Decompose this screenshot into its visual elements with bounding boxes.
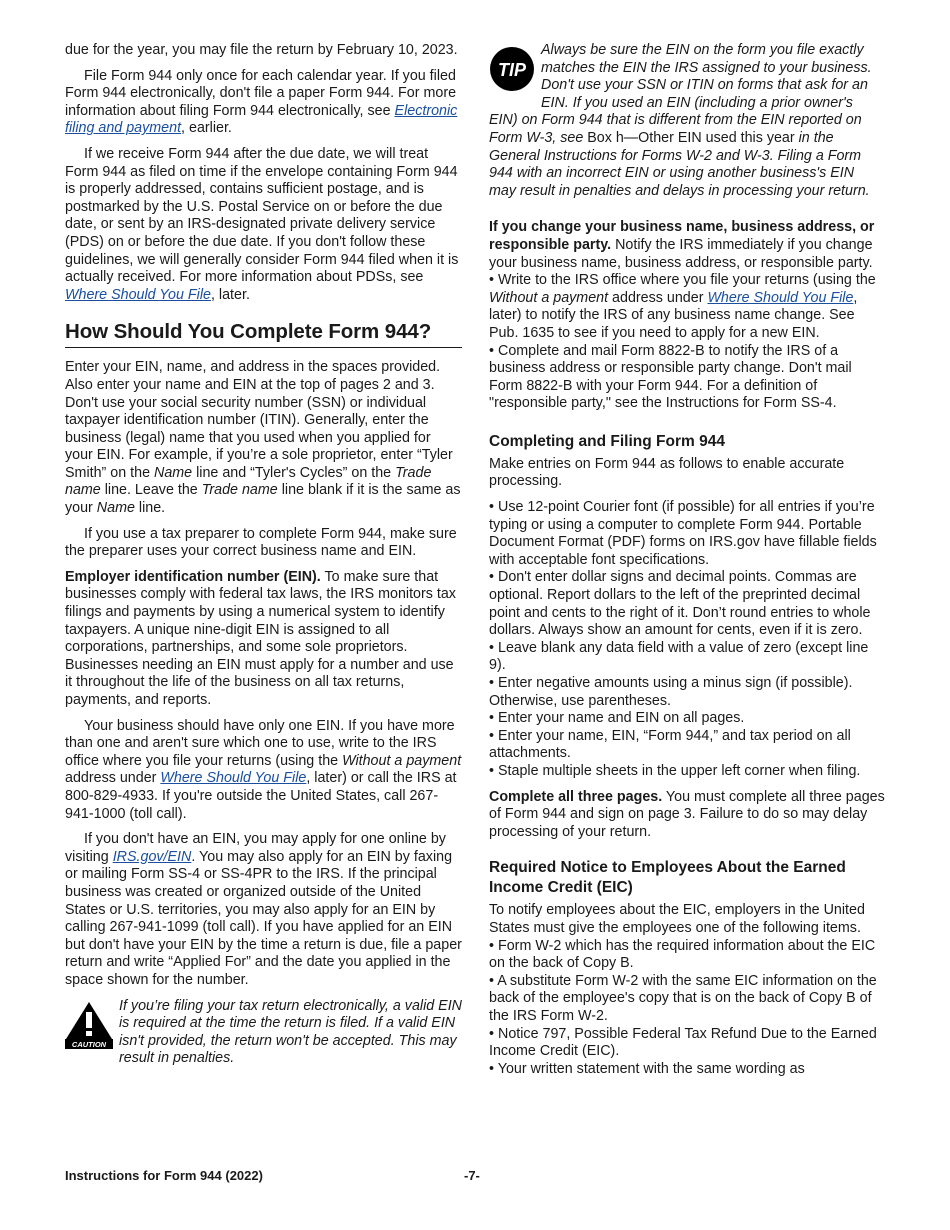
caution-label: CAUTION [71,1039,107,1049]
heading-completing-filing: Completing and Filing Form 944 [489,432,725,450]
paragraph-enter-ein: Enter your EIN, name, and address in the spaces provided. Also enter your name and EIN at the top of pages 2 and 3. Don't use your social security number (SSN) or individual taxpayer identification number (ITIN). Generally, enter the business (legal) name that you used when you applied for your EIN. For example, if you’re a sole proprietor, enter “Tyler Smith” on the Name line and “Tyler's Cycles” on the Trade name line. Leave the Trade name line blank if it is the same as your Name line. [65,359,461,517]
link-electronic-filing[interactable]: Electronic filing and payment [65,102,458,137]
caution-callout [65,998,462,1068]
footer-page-number: -7- [464,1168,480,1183]
paragraph-all-three-pages: Complete all three pages. You must complete all three pages of Form 944 and sign on page 3. Failure to do so may delay processing of your return. [489,788,885,840]
paragraph-after-due-date: If we receive Form 944 after the due date, we will treat Form 944 as filed on time if the envelope containing Form 944 is properly addressed, contains sufficient postage, and is postmarked by the U.S. Postal Service on or before the due date, or sent by an IRS-designated private delivery service (PDS) on or before the due date. If you don't follow these guidelines, we will generally consider Form 944 filed when it is actually received. For more information about PDSs, see Where Should You File, later. [65,145,459,303]
subhead-change: If you change your business name, business address, or responsible party. [489,219,875,253]
list-item: • Enter negative amounts using a minus sign (if possible). Otherwise, use parentheses. [489,675,853,709]
paragraph-file-once: File Form 944 only once for each calendar year. If you filed Form 944 electronically, don't file a paper Form 944. For more information about filing Form 944 electronically, see Electronic filing and payment, earlier. [65,67,458,137]
paragraph-no-ein: If you don't have an EIN, you may apply for one online by visiting IRS.gov/EIN. You may also apply for an EIN by faxing or mailing Form SS-4 or SS-4PR to the IRS. If the principal business was created or organized outside of the United States or U.S. territories, you may also apply for an EIN by calling 267-941-1099 (toll call). If you have applied for an EIN but don't have your EIN by the time a return is due, file a paper return and write “Applied For” and the date you applied in the space shown for the number. [65,831,462,988]
filing-bullet-list [489,499,885,781]
link-where-should-you-file-2[interactable]: Where Should You File [160,770,307,787]
footer-title: Instructions for Form 944 (2022) [65,1168,263,1183]
right-column [489,42,885,1078]
list-item: • Your written statement with the same wording as [489,1060,805,1077]
tip-label: TIP [497,60,527,80]
list-item: • Use 12-point Courier font (if possible) for all entries if you’re typing or using a computer to complete Form 944. Portable Document Format (PDF) forms on IRS.gov have fillable fields with acceptable font specifications. [489,499,877,568]
paragraph-continued: due for the year, you may file the return by February 10, 2023. [65,42,458,58]
list-item: • Notice 797, Possible Federal Tax Refund Due to the Earned Income Credit (EIC). [489,1025,877,1060]
paragraph-filing-intro: Make entries on Form 944 as follows to enable accurate processing. [489,455,845,490]
list-item: • Enter your name and EIN on all pages. [489,710,745,727]
paragraph-one-ein: Your business should have only one EIN. If you have more than one and aren't sure which one to use, write to the IRS office where you file your returns (using the Without a payment address under Where Should You File, later) or call the IRS at 800-829-4933. If you're outside the United States, call 267-941-1000 (toll call). [65,717,462,822]
list-item: • Don't enter dollar signs and decimal points. Commas are optional. Report dollars to the left of the preprinted decimal point and cents to the right of it. Don’t round entries to whole dollars. Always show an amount for cents, even if it is zero. [489,569,871,639]
paragraph-change-business: If you change your business name, business address, or responsible party. Notify the IRS immediately if you change your business name, business address, or responsible party. [489,219,875,271]
bullet-change-2: • Complete and mail Form 8822-B to notify the IRS of a business address or responsible party change. Don't mail Form 8822-B with your Form 944. For a definition of "responsible party," see the Instructions for Form SS-4. [489,342,852,412]
link-irs-gov-ein[interactable]: IRS.gov/EIN [112,848,192,865]
caution-text: If you’re filing your tax return electronically, a valid EIN is required at the time the return is filed. If a valid EIN isn't provided, the return won't be accepted. This may result in penalties. [119,997,463,1067]
link-where-should-you-file-3[interactable]: Where Should You File [707,289,854,306]
left-column [65,42,462,1068]
heading-eic-notice: Required Notice to Employees About the Earned Income Credit (EIC) [489,859,846,897]
tip-icon [489,46,535,98]
subhead-three-pages: Complete all three pages. [489,788,663,805]
paragraph-tax-preparer: If you use a tax preparer to complete Form 944, make sure the preparer uses your correct business name and EIN. [65,525,457,560]
subhead-ein: Employer identification number (EIN). [65,568,321,585]
list-item: • Form W-2 which has the required information about the EIC on the back of Copy B. [489,937,876,972]
list-item: • Enter your name, EIN, “Form 944,” and tax period on all attachments. [489,727,851,762]
heading-how-complete: How Should You Complete Form 944? [65,320,462,348]
list-item: • A substitute Form W-2 with the same EIC information on the back of the employee's copy that is on the back of Copy B of the IRS Form W-2. [489,972,877,1024]
paragraph-eic-intro: To notify employees about the EIC, employers in the United States must give the employees one of the following items. [489,902,865,936]
caution-icon [65,1001,113,1055]
paragraph-ein-definition: Employer identification number (EIN). To make sure that businesses comply with federal tax laws, the IRS monitors tax filings and payments by using a numerical system to identify taxpayers. A unique nine-digit EIN is assigned to all corporations, partnerships, and some sole proprietors. Businesses needing an EIN must apply for a number and use it throughout the life of the business on all tax returns, payments, and reports. [65,568,456,708]
list-item: • Leave blank any data field with a value of zero (except line 9). [489,639,869,674]
bullet-change-1: • Write to the IRS office where you file your returns (using the Without a payment address under Where Should You File, later) to notify the IRS of any business name change. See Pub. 1635 to see if you need to apply for a new EIN. [489,272,876,341]
list-item: • Staple multiple sheets in the upper left corner when filing. [489,762,861,779]
link-where-should-you-file[interactable]: Where Should You File [65,286,211,303]
tip-callout: TIP Always be sure the EIN on the form you file exactly matches the EIN the IRS assigned to your business. Don't use your SSN or ITIN on forms that ask for an EIN. If you used an EIN (including a prior owner's EIN) on Form 944 that is different from the EIN reported on Form W-3, see Box h—Other EIN used this year in the General Instructions for Forms W-2 and W-3. Filing a Form 944 with an incorrect EIN or using another business's EIN may result in penalties and delays in processing your return. [489,42,872,199]
